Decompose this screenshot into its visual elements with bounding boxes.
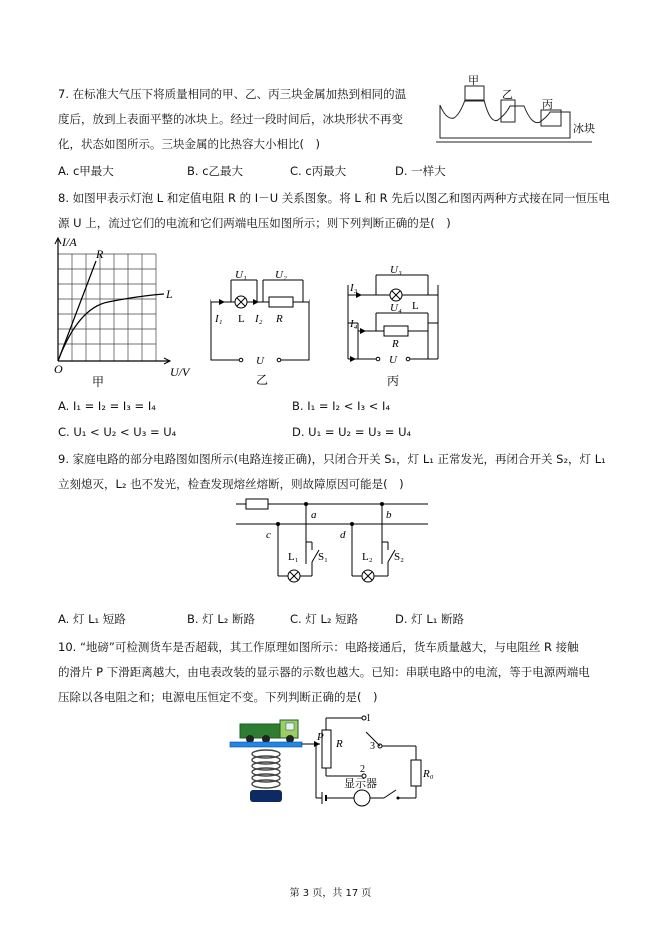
circuit-yi-caption: 乙 — [256, 373, 269, 387]
q9-label-c: c — [266, 529, 271, 541]
circuit-yi-u1: U₁ — [235, 269, 247, 281]
page-footer: 第 3 页，共 17 页 — [289, 888, 372, 899]
q7-line-3: 化，状态如图所示。三块金属的比热容大小相比( ) — [58, 137, 320, 151]
q9-label-l2: L₂ — [362, 551, 373, 563]
q7-figure — [432, 75, 602, 152]
graph-y-label: I/A — [62, 235, 77, 249]
circuit-yi-lamp: L — [238, 313, 245, 325]
circuit-yi-res: R — [276, 313, 283, 325]
q10-label-1: 1 — [366, 713, 371, 724]
q7-label-jia: 甲 — [468, 75, 479, 87]
q8-option-b: B. I₁ = I₂ < I₃ < I₄ — [292, 399, 391, 413]
q7-option-a: A. c甲最大 — [58, 164, 114, 178]
q9-label-l1: L₁ — [288, 551, 299, 563]
circuit-yi-u: U — [256, 355, 264, 367]
circuit-bing-res: R — [392, 338, 399, 350]
q8-option-a: A. I₁ = I₂ = I₃ = I₄ — [58, 399, 156, 413]
q7-option-d: D. 一样大 — [395, 164, 446, 178]
q7-label-ice: 冰块 — [573, 123, 595, 135]
q10-label-r0: R₀ — [423, 768, 434, 780]
q10-label-3: 3 — [370, 741, 375, 752]
graph-caption: 甲 — [92, 375, 105, 389]
q7-line-2: 度后，放到上表面平整的冰块上。经过一段时间后，冰块形状不再变 — [58, 112, 403, 126]
q8-circuit-yi — [205, 270, 315, 390]
q9-line-1: 9. 家庭电路的部分电路图如图所示(电路连接正确)，只闭合开关 S₁，灯 L₁ 正常发光，再闭合开关 S₂，灯 L₁ — [58, 452, 606, 466]
q7-line-1: 7. 在标准大气压下将质量相同的甲、乙、丙三块金属加热到相同的温 — [58, 87, 407, 101]
q8-circuit-bing — [332, 263, 452, 391]
q9-line-2: 立刻熄灭，L₂ 也不发光，检查发现熔丝熔断，则故障原因可能是( ) — [58, 477, 404, 491]
circuit-yi-u2: U₂ — [275, 269, 287, 281]
q9-label-a: a — [311, 509, 317, 521]
graph-origin: O — [54, 362, 63, 376]
circuit-yi-i1: I₁ — [215, 313, 223, 325]
circuit-bing-u4: U₄ — [390, 302, 402, 314]
q8-option-c: C. U₁ < U₂ < U₃ = U₄ — [58, 425, 177, 439]
q8-line-2: 源 U 上，流过它们的电流和它们两端电压如图所示；则下列判断正确的是( ) — [58, 216, 451, 230]
q9-label-b: b — [386, 509, 392, 521]
circuit-bing-i3: I₃ — [350, 282, 358, 294]
graph-curve-r: R — [96, 247, 104, 261]
spring-icon — [252, 750, 280, 788]
q9-label-s1: S₁ — [318, 551, 328, 563]
q8-option-d: D. U₁ = U₂ = U₃ = U₄ — [292, 425, 412, 439]
circuit-bing-u: U — [389, 354, 397, 366]
q10-line-1: 10. “地磅”可检测货车是否超载，其工作原理如图所示：电路接通后，货车质量越大，与电阻丝 R 接触 — [58, 640, 579, 654]
q10-figure — [226, 710, 446, 810]
q9-option-c: C. 灯 L₂ 短路 — [290, 612, 359, 626]
graph-curve-l: L — [166, 287, 173, 301]
q7-option-b: B. c乙最大 — [187, 164, 244, 178]
circuit-bing-u3: U₃ — [390, 264, 402, 276]
q9-option-a: A. 灯 L₁ 短路 — [58, 612, 126, 626]
q10-label-display: 显示器 — [344, 778, 377, 790]
q7-label-bing: 丙 — [542, 99, 553, 111]
q7-label-yi: 乙 — [502, 89, 513, 101]
circuit-bing-lamp: L — [412, 300, 419, 312]
q7-option-c: C. c丙最大 — [290, 164, 347, 178]
q9-option-b: B. 灯 L₂ 断路 — [187, 612, 256, 626]
q9-label-s2: S₂ — [394, 551, 404, 563]
q9-figure — [232, 494, 432, 592]
q8-line-1: 8. 如图甲表示灯泡 L 和定值电阻 R 的 I－U 关系图象。将 L 和 R 先后以图乙和图丙两种方式接在同一恒压电 — [58, 191, 610, 205]
circuit-bing-caption: 丙 — [387, 374, 400, 388]
q9-option-d: D. 灯 L₁ 断路 — [395, 612, 464, 626]
q10-line-3: 压除以各电阻之和；电源电压恒定不变。下列判断正确的是( ) — [58, 690, 378, 704]
q10-label-r: R — [336, 738, 343, 750]
q10-label-2: 2 — [360, 764, 365, 775]
circuit-yi-i2: I₂ — [255, 313, 263, 325]
truck-icon — [240, 720, 298, 743]
q10-label-p: P — [317, 731, 324, 743]
circuit-bing-i4: I₄ — [350, 318, 358, 330]
q10-line-2: 的滑片 P 下滑距离越大，由电表改装的显示器的示数也越大。已知：串联电路中的电流，等于电源两端电 — [58, 665, 590, 679]
q8-graph-jia — [54, 235, 203, 391]
graph-x-label: U/V — [170, 365, 190, 379]
q9-label-d: d — [340, 529, 346, 541]
